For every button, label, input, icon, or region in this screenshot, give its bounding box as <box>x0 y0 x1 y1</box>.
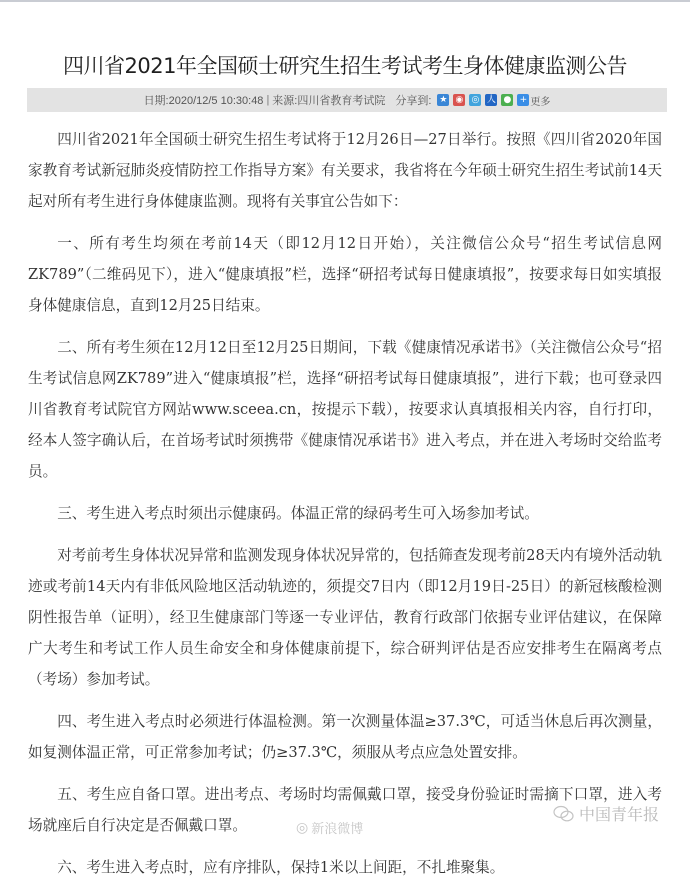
wechat-icon[interactable]: ● <box>501 94 513 106</box>
weibo-icon[interactable]: ◉ <box>453 94 465 106</box>
publish-date: 日期:2020/12/5 10:30:48 <box>143 95 264 107</box>
weibo-logo-icon: ◎ <box>296 819 309 836</box>
wechat-watermark-icon <box>553 805 575 823</box>
item-5-paragraph: 五、考生应自备口罩。进出考点、考场时均需佩戴口罩，接受身份验证时需摘下口罩，进入考场就座后自行决定是否佩戴口罩。 <box>28 786 662 834</box>
intro-paragraph: 四川省2021年全国硕士研究生招生考试将于12月26日—27日举行。按照《四川省2020年国家教育考试新冠肺炎疫情防控工作指导方案》有关要求，我省将在今年硕士研究生招生考试前14天起对所有考生进行身体健康监测。现将有关事宜公告如下： <box>28 131 662 210</box>
item-3-detail-paragraph: 对考前考生身体状况异常和监测发现身体状况异常的，包括筛查发现考前28天内有境外活动轨迹或考前14天内有非低风险地区活动轨迹的，须提交7日内（即12月19日-25日）的新冠核酸检测阴性报告单（证明），经卫生健康部门等逐一专业评估，教育行政部门依据专业评估建议，在保障广大考生和考试工作人员生命安全和身体健康前提下，综合研判评估是否应安排考生在隔离考点（考场）参加考试。 <box>28 547 662 688</box>
item-3-paragraph: 三、考生进入考点时须出示健康码。体温正常的绿码考生可入场参加考试。 <box>57 505 539 522</box>
more-share-icon[interactable]: + <box>517 94 529 106</box>
meta-separator: | <box>266 94 270 106</box>
item-1-paragraph: 一、所有考生均须在考前14天（即12月12日开始），关注微信公众号“招生考试信息网ZK789”（二维码见下），进入“健康填报”栏，选择“研招考试每日健康填报”，按要求每日如实填报身体健康信息，直到12月25日结束。 <box>28 235 662 314</box>
article-source: 来源:四川省教育考试院 <box>272 95 386 107</box>
weibo-watermark <box>296 818 363 837</box>
top-border <box>0 0 690 2</box>
item-2-paragraph: 二、所有考生须在12月12日至12月25日期间，下载《健康情况承诺书》（关注微信公众号“招生考试信息网ZK789”进入“健康填报”栏，选择“研招考试每日健康填报”，进行下载；也可登录四川省教育考试院官方网站www.sceea.cn，按提示下载），按要求认真填报相关内容，自行打印，经本人签字确认后，在首场考试时须携带《健康情况承诺书》进入考点，并在进入考场时交给监考员。 <box>28 339 662 480</box>
share-icon-group <box>437 94 529 106</box>
brand-watermark <box>553 802 659 825</box>
renren-icon[interactable]: 人 <box>486 94 496 105</box>
article-title: 四川省2021年全国硕士研究生招生考试考生身体健康监测公告 <box>63 54 627 78</box>
more-share-link[interactable]: 更多 <box>530 96 551 108</box>
item-6-paragraph: 六、考生进入考点时，应有序排队，保持1米以上间距，不扎堆聚集。 <box>57 859 505 876</box>
item-4-paragraph: 四、考生进入考点时必须进行体温检测。第一次测量体温≥37.3℃，可适当休息后再次测量，如复测体温正常，可正常参加考试；仍≥37.3℃，须服从考点应急处置安排。 <box>28 713 662 761</box>
article-meta-bar <box>27 88 667 112</box>
brand-watermark-text: 中国青年报 <box>579 805 660 824</box>
weibo-watermark-text: 新浪微博 <box>311 822 364 837</box>
tencent-weibo-icon[interactable]: ◎ <box>469 94 481 106</box>
article-body <box>28 124 662 894</box>
qzone-icon[interactable]: ★ <box>439 94 448 105</box>
share-label: 分享到: <box>395 95 432 107</box>
